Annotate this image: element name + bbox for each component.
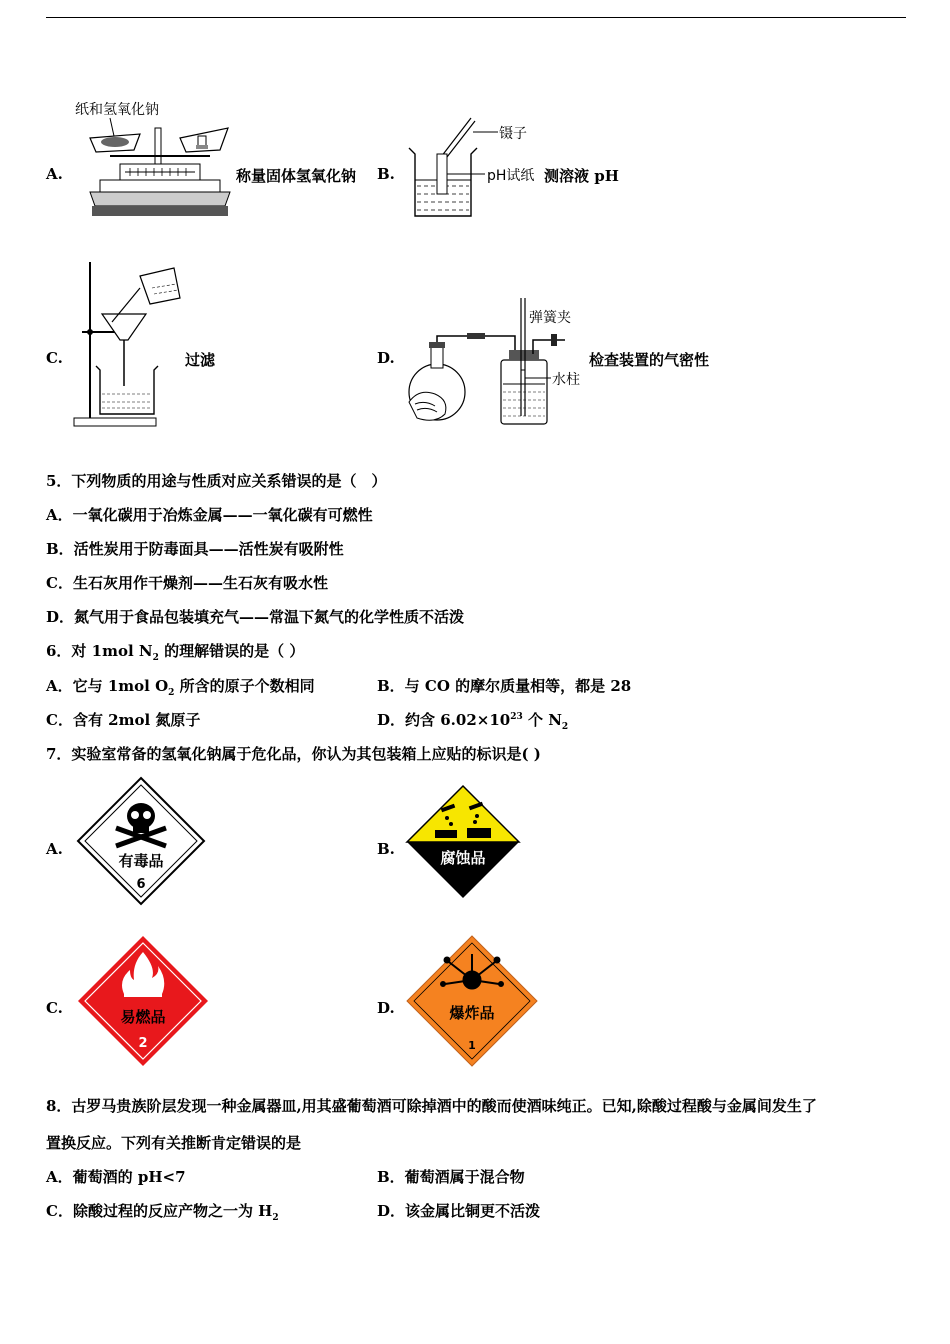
q4-option-d-letter[interactable]: D. [377, 349, 395, 367]
q6-stem-sub: 2 [152, 653, 159, 663]
q5-option-d[interactable]: D．氮气用于食品包装填充气——常温下氮气的化学性质不活泼 [46, 608, 465, 626]
q8-option-d[interactable]: D．该金属比铜更不活泼 [377, 1202, 541, 1220]
q6-option-d[interactable] [377, 709, 568, 732]
q8-option-c-pre: C．除酸过程的反应产物之一为 H [46, 1202, 273, 1220]
header-rule [46, 17, 906, 18]
q4-option-c-letter[interactable]: C. [46, 349, 63, 367]
ph-test-figure [403, 112, 548, 222]
toxic-sign-text: 有毒品 [118, 852, 164, 870]
q4-option-b-letter[interactable]: B. [377, 165, 395, 183]
q6-option-d-mid: 个 N [522, 711, 562, 729]
q6-option-d-pre: D．约含 6.02×10 [377, 711, 511, 729]
filtration-figure [70, 258, 185, 430]
q4-option-a-letter[interactable]: A. [46, 165, 63, 183]
q7-option-c-letter[interactable]: C. [46, 999, 63, 1017]
flammable-sign-text: 易燃品 [120, 1008, 166, 1026]
ph-paper-label: pH试纸 [487, 168, 535, 184]
balance-figure [70, 98, 235, 223]
q5-option-b[interactable]: B．活性炭用于防毒面具——活性炭有吸附性 [46, 540, 344, 558]
corrosive-sign [405, 784, 521, 900]
q5-option-a[interactable]: A．一氧化碳用于冶炼金属——一氧化碳有可燃性 [46, 506, 373, 524]
q6-option-a-post: 所含的原子个数相同 [174, 677, 315, 695]
q4-option-d-caption: 检查装置的气密性 [589, 351, 710, 369]
q8-option-c-sub: 2 [272, 1213, 279, 1223]
q6-option-b[interactable]: B．与 CO 的摩尔质量相等，都是 28 [377, 677, 632, 695]
q6-option-c[interactable]: C．含有 2mol 氮原子 [46, 711, 201, 729]
q7-option-b-letter[interactable]: B. [377, 840, 395, 858]
q8-option-b[interactable]: B．葡萄酒属于混合物 [377, 1168, 525, 1186]
flammable-sign [76, 934, 210, 1068]
q6-option-d-sub: 2 [561, 722, 569, 732]
toxic-sign-number: 6 [136, 877, 146, 892]
explosive-sign-number: 1 [468, 1039, 476, 1052]
q7-option-a-letter[interactable]: A. [46, 840, 63, 858]
q4-option-b-caption: 测溶液 pH [544, 167, 619, 185]
toxic-sign [76, 776, 206, 906]
q7-option-d-letter[interactable]: D. [377, 999, 395, 1017]
flammable-sign-number: 2 [138, 1036, 148, 1051]
q5-stem: 5．下列物质的用途与性质对应关系错误的是（ ） [46, 472, 387, 490]
clip-label: 弹簧夹 [529, 310, 571, 326]
balance-label: 纸和氢氧化钠 [75, 102, 159, 118]
q6-option-a-sub: 2 [168, 688, 175, 698]
water-column-label: 水柱 [552, 372, 580, 388]
airtightness-figure [405, 296, 590, 431]
explosive-sign-text: 爆炸品 [449, 1004, 495, 1022]
q8-option-a[interactable]: A．葡萄酒的 pH<7 [46, 1168, 186, 1186]
q6-option-d-sup: 23 [510, 712, 523, 722]
q6-stem-pre: 6．对 1mol N [46, 642, 153, 660]
q6-stem-post: 的理解错误的是（ ） [158, 642, 305, 660]
tweezers-label: 镊子 [499, 126, 527, 142]
q5-option-c[interactable]: C．生石灰用作干燥剂——生石灰有吸水性 [46, 574, 328, 592]
q6-stem [46, 640, 304, 663]
q8-stem-line1: 8．古罗马贵族阶层发现一种金属器皿,用其盛葡萄酒可除掉酒中的酸而使酒味纯正。已知,除酸过程酸与金属间发生了 [46, 1097, 817, 1115]
q8-stem-line2: 置换反应。下列有关推断肯定错误的是 [46, 1134, 302, 1152]
q4-option-a-caption: 称量固体氢氧化钠 [236, 167, 357, 185]
q8-option-c[interactable] [46, 1200, 279, 1223]
q6-option-a[interactable] [46, 675, 315, 698]
q7-stem: 7．实验室常备的氢氧化钠属于危化品，你认为其包装箱上应贴的标识是( ) [46, 745, 541, 763]
q4-option-c-caption: 过滤 [185, 351, 216, 369]
corrosive-sign-text: 腐蚀品 [440, 849, 486, 867]
q6-option-a-pre: A．它与 1mol O [46, 677, 169, 695]
explosive-sign [405, 934, 539, 1068]
